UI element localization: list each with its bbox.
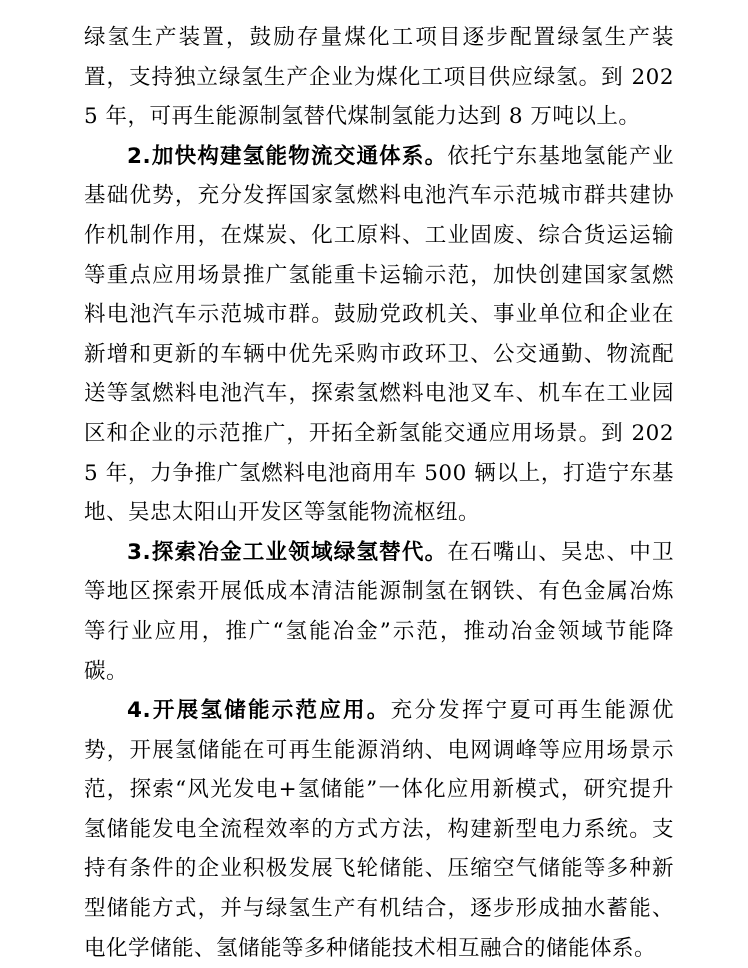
section-heading: 3.探索冶金工业领域绿氢替代。 <box>127 539 448 565</box>
paragraph-text: 依托宁东基地氢能产业基础优势，充分发挥国家氢燃料电池汽车示范城市群共建协作机制作用，在煤炭、化工原料、工业固废、综合货运运输等重点应用场景推广氢能重卡运输示范，加快创建国家氢燃料电池汽车示范城市群。鼓励党政机关、事业单位和企业在新增和更新的车辆中优先采购市政环卫、公交通勤、物流配送等氢燃料电池汽车，探索氢燃料电池叉车、机车在工业园区和企业的示范推广，开拓全新氢能交通应用场景。到 2025 年，力争推广氢燃料电池商用车 500 辆以上，打造宁东基地、吴忠太阳山开发区等氢能物流枢纽。 <box>84 143 674 526</box>
paragraph-hydrogen-storage <box>84 691 674 968</box>
paragraph-text: 绿氢生产装置，鼓励存量煤化工项目逐步配置绿氢生产装置，支持独立绿氢生产企业为煤化工项目供应绿氢。到 2025 年，可再生能源制氢替代煤制氢能力达到 8 万吨以上。 <box>84 25 674 130</box>
section-heading: 4.开展氢储能示范应用。 <box>127 698 391 724</box>
paragraph-text: 充分发挥宁夏可再生能源优势，开展氢储能在可再生能源消纳、电网调峰等应用场景示范，探索“风光发电+氢储能”一体化应用新模式，研究提升氢储能发电全流程效率的方式方法，构建新型电力系统。支持有条件的企业积极发展飞轮储能、压缩空气储能等多种新型储能方式，并与绿氢生产有机结合，逐步形成抽水蓄能、电化学储能、氢储能等多种储能技术相互融合的储能体系。 <box>84 698 674 961</box>
section-heading: 2.加快构建氢能物流交通体系。 <box>127 143 448 169</box>
document-body <box>84 18 674 968</box>
paragraph-text: 在石嘴山、吴忠、中卫等地区探索开展低成本清洁能源制氢在钢铁、有色金属冶炼等行业应用，推广“氢能冶金”示范，推动冶金领域节能降碳。 <box>84 539 674 684</box>
paragraph-metallurgy <box>84 533 674 691</box>
paragraph-hydrogen-logistics <box>84 137 674 533</box>
paragraph-continuation <box>84 18 674 137</box>
